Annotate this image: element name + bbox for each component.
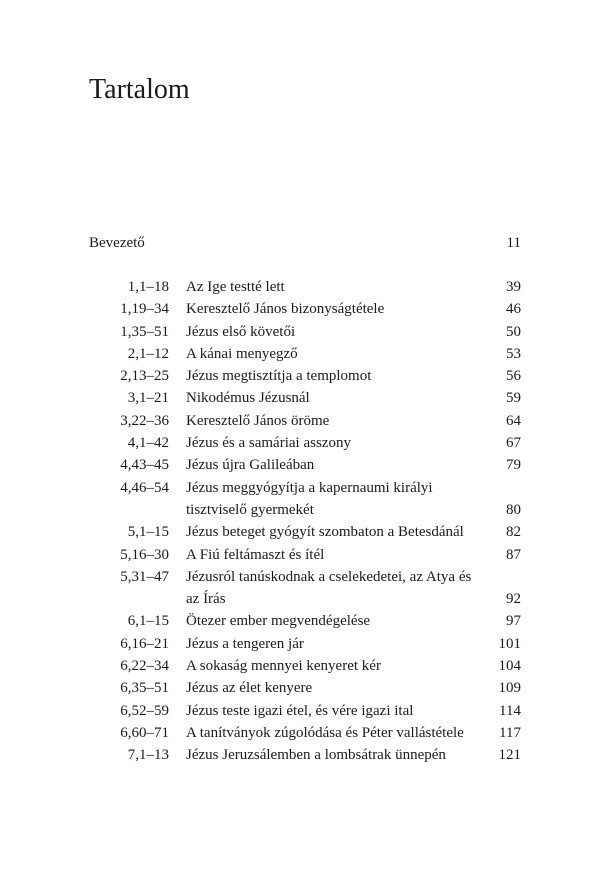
toc-entry <box>89 387 521 409</box>
toc-entry-ref: 4,43–45 <box>120 457 169 474</box>
toc-entry-page: 104 <box>498 658 521 675</box>
toc-entry-title: Jézus újra Galileában <box>186 457 315 474</box>
toc-entry <box>89 521 521 543</box>
toc-entry-ref: 3,22–36 <box>120 412 169 429</box>
toc-entry <box>89 544 521 566</box>
toc-entry-ref: 5,1–15 <box>127 524 169 541</box>
toc-entry <box>89 744 521 766</box>
toc-entry <box>89 343 521 365</box>
toc-entry <box>89 722 521 744</box>
toc-entry <box>89 610 521 632</box>
toc-entry-ref: 1,19–34 <box>120 301 169 318</box>
toc-entry-page: 114 <box>499 702 521 719</box>
toc-entry-page: 67 <box>506 435 521 452</box>
toc-entry-ref: 1,1–18 <box>127 279 169 295</box>
toc-entry-ref: 5,31–47 <box>120 568 169 585</box>
toc-intro-label: Bevezető <box>89 235 145 251</box>
toc-entry-title: Nikodémus Jézusnál <box>186 390 310 407</box>
toc-entry-title: Ötezer ember megvendégelése <box>186 613 371 630</box>
toc-entry-title: Jézus első követői <box>186 323 296 340</box>
toc-entry-ref: 4,1–42 <box>127 435 169 452</box>
toc-entry <box>89 321 521 343</box>
toc-entry <box>89 365 521 387</box>
toc-entry-title: Jézus megtisztítja a templomot <box>186 368 372 385</box>
toc-entry-page: 56 <box>506 368 521 385</box>
toc-entry-page: 59 <box>506 390 521 407</box>
toc-entry-page: 82 <box>506 524 521 541</box>
toc-entry-title: Jézus beteget gyógyít szombaton a Betesdánál <box>186 524 464 541</box>
toc-entry <box>89 633 521 655</box>
toc-entry-title: A sokaság mennyei kenyeret kér <box>186 658 381 675</box>
toc-entry-title: Jézus és a samáriai asszony <box>186 435 351 452</box>
toc-entry-title: A Fiú feltámaszt és ítél <box>186 546 325 563</box>
toc-entry <box>89 677 521 699</box>
toc-entry-page: 101 <box>498 635 521 652</box>
toc-entry-ref: 7,1–13 <box>127 747 169 764</box>
toc-entry-page: 87 <box>506 546 521 563</box>
toc-entry-title: A kánai menyegző <box>186 345 298 362</box>
table-of-contents <box>89 276 521 767</box>
toc-entry-title: Jézus meggyógyítja a kapernaumi királyi tisztviselő gyermekét <box>186 479 433 518</box>
toc-entry-title: Jézusról tanúskodnak a cselekedetei, az Atya és az Írás <box>186 568 472 608</box>
toc-entry <box>89 700 521 722</box>
toc-entry-ref: 6,52–59 <box>120 702 169 719</box>
toc-intro-page: 11 <box>506 235 521 251</box>
toc-entry-ref: 6,1–15 <box>127 613 169 630</box>
toc-entry <box>89 655 521 677</box>
toc-entry <box>89 432 521 454</box>
toc-entry <box>89 566 521 611</box>
toc-intro-entry <box>89 230 521 256</box>
toc-entry-ref: 6,60–71 <box>120 724 169 741</box>
toc-entry-page: 92 <box>506 591 521 608</box>
toc-entry-page: 50 <box>506 323 521 340</box>
toc-entry-title: Jézus Jeruzsálemben a lombsátrak ünnepén <box>186 747 446 764</box>
toc-entry <box>89 454 521 476</box>
toc-entry-ref: 2,13–25 <box>120 368 169 385</box>
toc-entry-title: Keresztelő János bizonyságtétele <box>186 301 385 318</box>
toc-entry-title: Jézus a tengeren jár <box>186 635 304 652</box>
toc-entry-title: Az Ige testté lett <box>186 279 285 295</box>
toc-entry-ref: 4,46–54 <box>120 479 169 496</box>
toc-entry-title: Jézus az élet kenyere <box>186 680 313 697</box>
toc-entry-ref: 1,35–51 <box>120 323 169 340</box>
toc-entry-page: 46 <box>506 301 521 318</box>
toc-entry-ref: 6,22–34 <box>120 658 169 675</box>
toc-entry-ref: 2,1–12 <box>127 345 169 362</box>
toc-entry-page: 109 <box>498 680 521 697</box>
toc-entry-page: 80 <box>506 501 521 518</box>
toc-entry <box>89 477 521 522</box>
toc-entry <box>89 298 521 320</box>
toc-entry-ref: 5,16–30 <box>120 546 169 563</box>
toc-entry-ref: 3,1–21 <box>127 390 169 407</box>
toc-entry-page: 53 <box>506 345 521 362</box>
toc-entry-page: 39 <box>506 279 521 295</box>
toc-entry-title: Keresztelő János öröme <box>186 412 330 429</box>
toc-entry-page: 117 <box>499 724 521 741</box>
toc-entry-page: 121 <box>498 747 521 764</box>
toc-entry-ref: 6,16–21 <box>120 635 169 652</box>
toc-entry <box>89 276 521 298</box>
toc-entry-ref: 6,35–51 <box>120 680 169 697</box>
toc-entry-page: 97 <box>506 613 521 630</box>
toc-entry-title: A tanítványok zúgolódása és Péter vallástétele <box>186 724 464 741</box>
toc-entry-page: 64 <box>506 412 521 429</box>
toc-entry-page: 79 <box>506 457 521 474</box>
toc-entry <box>89 410 521 432</box>
page-title: Tartalom <box>89 74 190 105</box>
toc-entry-title: Jézus teste igazi étel, és vére igazi ital <box>186 702 414 719</box>
